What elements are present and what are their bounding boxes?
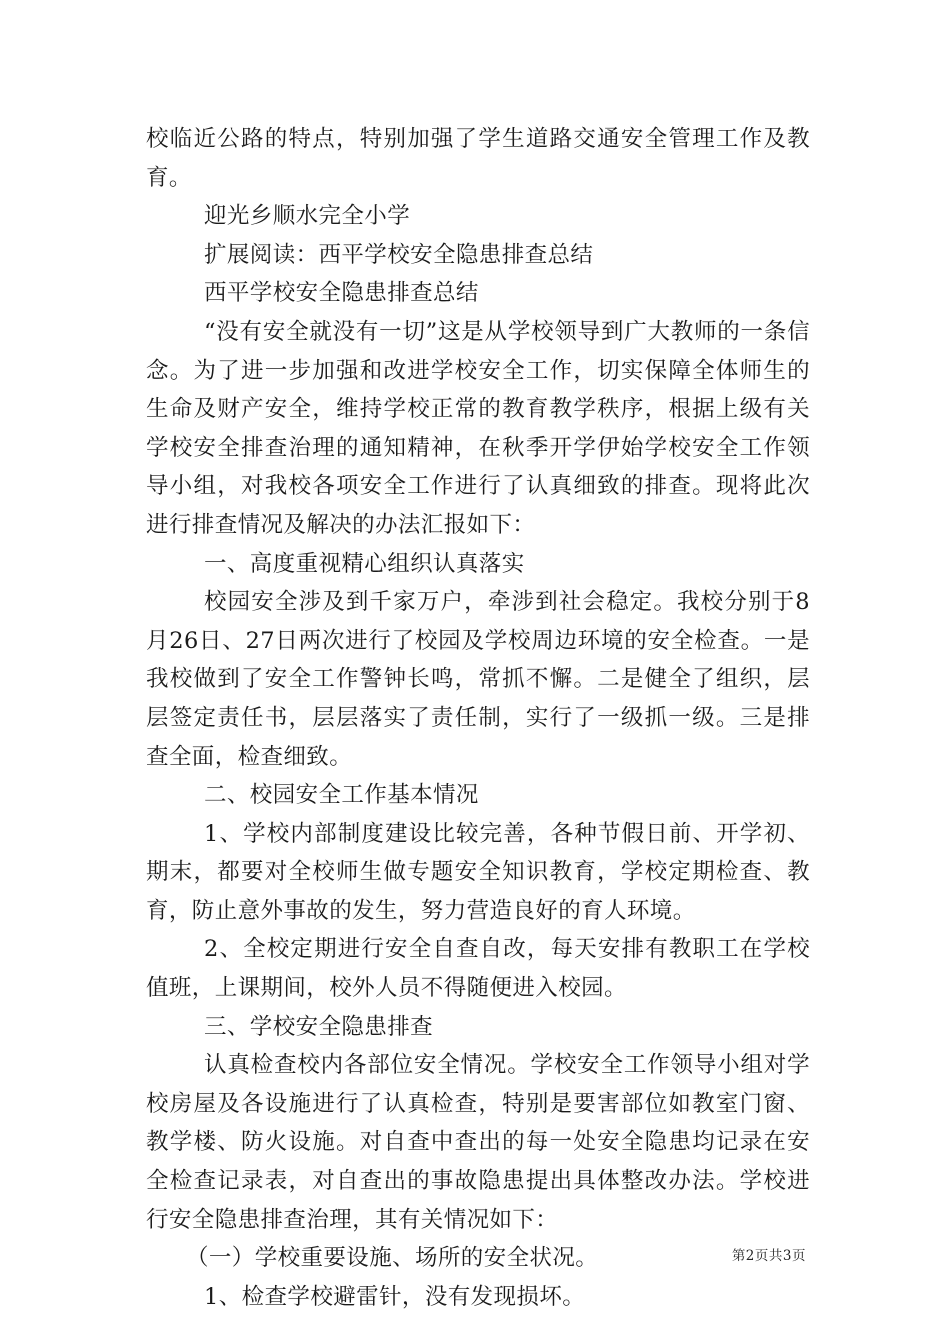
heading-subsection-1: （一）学校重要设施、场所的安全状况。 (186, 1245, 599, 1272)
page-number: 第2页共3页 (731, 1248, 806, 1264)
paragraph-section-1-body: 校园安全涉及到千家万户，牵涉到社会稳定。我校分别于8月26日、27日两次进行了校园及学校周边环境的安全检查。一是我校做到了安全工作警钟长鸣，常抓不懈。二是健全了组织，层层签定责任书，层层落实了责任制，实行了一级抓一级。三是排查全面，检查细致。 (146, 589, 810, 770)
heading-section-2: 二、校园安全工作基本情况 (204, 782, 479, 809)
paragraph-section-2-item-1: 1、学校内部制度建设比较完善，各种节假日前、开学初、期末，都要对全校师生做专题安全知识教育，学校定期检查、教育，防止意外事故的发生，努力营造良好的育人环境。 (146, 820, 810, 924)
paragraph-title: 西平学校安全隐患排查总结 (204, 280, 479, 307)
document-body (146, 120, 810, 1316)
paragraph-section-2-item-2: 2、全校定期进行安全自查自改，每天安排有教职工在学校值班，上课期间，校外人员不得随便进入校园。 (146, 936, 810, 1002)
heading-section-1: 一、高度重视精心组织认真落实 (204, 550, 525, 577)
paragraph-1: 校临近公路的特点，特别加强了学生道路交通安全管理工作及教育。 (146, 126, 810, 191)
paragraph-intro: “没有安全就没有一切”这是从学校领导到广大教师的一条信念。为了进一步加强和改进学校安全工作，切实保障全体师生的生命及财产安全，维持学校正常的教育教学秩序，根据上级有关学校安全排查治理的通知精神，在秋季开学伊始学校安全工作领导小组，对我校各项安全工作进行了认真细致的排查。现将此次进行排查情况及解决的办法汇报如下： (146, 318, 810, 538)
paragraph-school-name: 迎光乡顺水完全小学 (204, 203, 411, 230)
paragraph-section-3-body: 认真检查校内各部位安全情况。学校安全工作领导小组对学校房屋及各设施进行了认真检查，特别是要害部位如教室门窗、教学楼、防火设施。对自查中查出的每一处安全隐患均记录在安全检查记录表，对自查出的事故隐患提出具体整改办法。学校进行安全隐患排查治理，其有关情况如下： (146, 1052, 810, 1233)
heading-section-3: 三、学校安全隐患排查 (204, 1013, 434, 1040)
paragraph-subsection-1-item-1: 1、检查学校避雷针，没有发现损坏。 (204, 1283, 586, 1310)
paragraph-extended-reading: 扩展阅读：西平学校安全隐患排查总结 (204, 241, 594, 268)
